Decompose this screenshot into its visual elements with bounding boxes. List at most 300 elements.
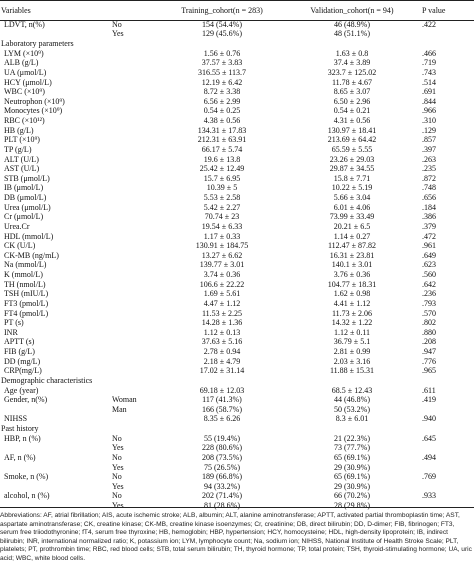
- row-p-value: .656: [422, 193, 436, 203]
- table-row: [0, 78, 474, 88]
- table-row: [0, 30, 474, 40]
- row-training-value: 0.54 ± 0.25: [203, 106, 241, 116]
- row-training-value: 212.31 ± 63.91: [197, 135, 247, 145]
- row-subgroup: [112, 424, 162, 434]
- row-training-value: 189 (66.8%): [202, 472, 242, 482]
- row-variable: DD (mg/L): [4, 356, 41, 366]
- row-validation-value: 20.21 ± 6.5: [333, 222, 371, 231]
- row-training-value: 202 (71.4%): [202, 491, 242, 501]
- row-p-value: .560: [422, 270, 436, 280]
- row-training-value: [162, 376, 282, 386]
- header-variables: Variables: [1, 5, 31, 15]
- row-p-value: .961: [422, 241, 436, 251]
- row-p-value: .419: [422, 395, 436, 405]
- row-variable: PLT (×10⁹): [4, 135, 40, 145]
- row-p-value: .208: [422, 337, 436, 347]
- row-variable: TH (nmol/L): [4, 279, 46, 289]
- row-validation-value: 11.78 ± 4.67: [331, 77, 373, 87]
- row-training-value: 70.74 ± 23: [204, 212, 240, 222]
- row-training-value: 4.47 ± 1.12: [203, 299, 241, 308]
- row-subgroup: [112, 203, 162, 213]
- row-training-value: 19.54 ± 6.33: [201, 222, 243, 231]
- row-variable: Cr (μmol/L): [4, 212, 44, 222]
- row-validation-value: 46 (48.9%): [334, 20, 370, 29]
- row-subgroup: [112, 415, 162, 425]
- row-subgroup: [112, 309, 162, 319]
- row-p-value: [422, 444, 474, 454]
- row-subgroup: [112, 155, 162, 165]
- row-variable: AF, n (%): [4, 453, 36, 462]
- row-p-value: .844: [422, 97, 436, 106]
- row-training-value: [162, 39, 282, 49]
- row-subgroup: [112, 251, 162, 261]
- row-training-value: 17.02 ± 31.14: [199, 366, 245, 376]
- row-variable: AST (U/L): [4, 164, 40, 174]
- row-validation-value: 1.12 ± 0.11: [333, 328, 371, 337]
- row-p-value: .623: [422, 260, 436, 270]
- row-validation-value: 1.14 ± 0.27: [333, 231, 371, 241]
- row-variable: RBC (×10¹²): [4, 116, 45, 126]
- row-validation-value: 44 (46.8%): [334, 395, 370, 405]
- row-p-value: .743: [422, 68, 436, 77]
- row-p-value: [422, 376, 474, 386]
- row-subgroup: [112, 261, 162, 271]
- row-subgroup: [112, 318, 162, 328]
- row-validation-value: 104.77 ± 18.31: [327, 279, 377, 289]
- row-variable: INR: [4, 328, 18, 337]
- row-subgroup: [112, 367, 162, 377]
- row-variable: [0, 405, 112, 415]
- row-subgroup: [112, 126, 162, 136]
- header-p-value: P value: [422, 5, 446, 15]
- row-variable: Gender, n(%): [4, 395, 48, 405]
- row-validation-value: 21 (22.3%): [334, 433, 370, 443]
- row-p-value: .965: [422, 366, 436, 376]
- row-training-value: 166 (58.7%): [202, 405, 242, 414]
- row-subgroup: [112, 386, 162, 396]
- table-row: [0, 357, 474, 367]
- row-p-value: .386: [422, 212, 436, 222]
- row-p-value: [422, 424, 474, 434]
- row-variable: STB (μmol/L): [4, 174, 50, 183]
- row-training-value: 130.91 ± 184.75: [195, 241, 249, 251]
- row-training-value: 2.18 ± 4.79: [203, 356, 241, 366]
- table-row: [0, 444, 474, 454]
- table-row: [0, 405, 474, 415]
- row-subgroup: [112, 338, 162, 348]
- table-row: [0, 126, 474, 136]
- table-row: [0, 39, 474, 49]
- row-validation-value: 29 (30.9%): [334, 482, 370, 491]
- row-validation-value: 50 (53.2%): [334, 405, 370, 414]
- row-p-value: .611: [422, 385, 436, 395]
- table-row: [0, 395, 474, 405]
- footnote: Abbreviations: AF, atrial fibrillation; AIS, acute ischemic stroke; ALB, albumin; ALT, alanine aminotransferase; APTT, activated partial thromboplastin time; AST, aspartate aminotransferase; CK, creatine kinase; CK-MB, creatine kinase isoenzymes; Cr, creatinine; DB, direct bilirubin; DD, D-dimer; FIB, fibrinogen; FT3, serum free triiodothyronine; fT4, serum free thyroxine; HB, hemoglobin; HBP, hypertension; HCY, homocysteine; HDL, high-density lipoprotein; IB, indirect bilirubin; INR, international normalized ratio; K, potassium ion; LYM, lymphocyte count; Na, sodium ion; NIHSS, National Institute of Health Stroke Scale; PLT, platelets; PT, prothrombin time; RBC, red blood cells; STB, total serum bilirubin; TH, thyroid hormone; TP, total protein; TSH, thyroid-stimulating hormone; UA, uric acid; WBC, white blood cells.: [0, 512, 472, 562]
- row-subgroup: Woman: [112, 395, 137, 405]
- table-row: [0, 213, 474, 223]
- row-variable: alcohol, n (%): [4, 491, 50, 501]
- row-variable: Urea.Cr: [4, 222, 30, 231]
- row-variable: Smoke, n (%): [4, 472, 49, 482]
- row-p-value: .857: [422, 135, 436, 145]
- row-p-value: [422, 463, 474, 473]
- row-validation-value: 15.8 ± 7.71: [333, 174, 371, 183]
- table-row: [0, 472, 474, 482]
- table-row: [0, 59, 474, 69]
- row-training-value: 6.56 ± 2.99: [203, 97, 241, 106]
- row-training-value: 106.6 ± 22.22: [199, 279, 245, 289]
- row-training-value: 5.42 ± 2.27: [203, 202, 241, 212]
- row-validation-value: 112.47 ± 87.82: [327, 241, 377, 251]
- row-variable: [0, 444, 112, 454]
- row-subgroup: Yes: [112, 501, 124, 511]
- row-p-value: .642: [422, 279, 436, 289]
- row-subgroup: [112, 222, 162, 232]
- row-validation-value: 6.01 ± 4.06: [333, 202, 371, 212]
- bottom-rule: [0, 507, 474, 508]
- table-row: [0, 68, 474, 78]
- row-training-value: 12.19 ± 6.42: [201, 77, 243, 87]
- row-validation-value: 29 (30.9%): [334, 462, 370, 472]
- row-validation-value: 140.1 ± 3.01: [331, 260, 373, 270]
- table-row: [0, 415, 474, 425]
- table-row: [0, 463, 474, 473]
- row-validation-value: 14.32 ± 1.22: [331, 318, 373, 328]
- table-row: [0, 424, 474, 434]
- row-subgroup: [112, 193, 162, 203]
- row-validation-value: 16.31 ± 23.81: [329, 251, 375, 260]
- row-variable: WBC (×10⁹): [4, 87, 45, 97]
- row-validation-value: 48 (51.1%): [334, 29, 370, 39]
- row-variable: HB (g/L): [4, 125, 34, 135]
- row-training-value: 4.38 ± 0.56: [203, 116, 241, 126]
- row-validation-value: 0.54 ± 0.21: [333, 106, 371, 116]
- table-row: [0, 164, 474, 174]
- row-p-value: .310: [422, 116, 436, 126]
- header-validation: Validation_cohort(n = 94): [310, 5, 394, 15]
- row-validation-value: [282, 424, 422, 434]
- row-validation-value: 11.73 ± 2.06: [331, 308, 373, 318]
- row-p-value: .880: [422, 328, 436, 337]
- row-training-value: 2.78 ± 0.94: [203, 347, 241, 357]
- baseline-table: [0, 1, 474, 511]
- row-variable: CRP(mg/L): [4, 366, 42, 376]
- row-training-value: 66.17 ± 5.74: [201, 145, 243, 154]
- row-training-value: 129 (45.6%): [202, 29, 242, 39]
- table-row: [0, 251, 474, 261]
- row-subgroup: [112, 290, 162, 300]
- row-p-value: .649: [422, 251, 436, 260]
- table-row: [0, 193, 474, 203]
- row-subgroup: No: [112, 491, 122, 501]
- row-variable: HBP, n (%): [4, 433, 41, 443]
- row-training-value: 8.35 ± 6.26: [203, 414, 241, 424]
- row-training-value: 139.77 ± 3.01: [199, 260, 245, 270]
- row-validation-value: 29.87 ± 34.55: [329, 164, 375, 174]
- row-subgroup: [112, 39, 162, 49]
- row-subgroup: [112, 270, 162, 280]
- row-validation-value: 323.7 ± 125.02: [327, 68, 377, 77]
- row-subgroup: [112, 107, 162, 117]
- table-row: [0, 136, 474, 146]
- row-variable: Na (mmol/L): [4, 260, 47, 270]
- row-validation-value: 10.22 ± 5.19: [331, 183, 373, 193]
- table-row: [0, 386, 474, 396]
- row-p-value: .236: [422, 289, 436, 299]
- table-row: [0, 482, 474, 492]
- row-training-value: 15.7 ± 6.95: [203, 174, 241, 183]
- row-p-value: [422, 405, 474, 415]
- row-variable: TP (g/L): [4, 145, 32, 154]
- row-variable: FT4 (pmol/L): [4, 308, 49, 318]
- row-training-value: 134.31 ± 17.83: [197, 125, 247, 135]
- row-p-value: [422, 30, 474, 40]
- row-validation-value: 3.76 ± 0.36: [333, 270, 371, 280]
- row-variable: ALB (g/L): [4, 58, 39, 68]
- row-training-value: 1.12 ± 0.13: [203, 328, 241, 337]
- row-p-value: .397: [422, 145, 436, 154]
- row-validation-value: 8.65 ± 3.07: [333, 87, 371, 97]
- row-p-value: .748: [422, 183, 436, 193]
- row-subgroup: Man: [112, 405, 127, 414]
- row-subgroup: [112, 174, 162, 184]
- row-training-value: 25.42 ± 12.49: [199, 164, 245, 174]
- row-variable: IB (μmol/L): [4, 183, 44, 193]
- row-training-value: 117 (41.3%): [202, 395, 242, 405]
- row-training-value: 8.72 ± 3.38: [203, 87, 241, 97]
- row-training-value: 11.53 ± 2.25: [201, 308, 243, 318]
- row-validation-value: 213.69 ± 64.42: [327, 135, 377, 145]
- row-validation-value: 2.03 ± 3.16: [333, 356, 371, 366]
- table-row: [0, 453, 474, 463]
- row-variable: NIHSS: [4, 414, 28, 424]
- table-row: [0, 492, 474, 502]
- row-validation-value: 68.5 ± 12.43: [331, 385, 373, 395]
- row-variable: CK-MB (ng/mL): [4, 251, 59, 260]
- row-p-value: [422, 39, 474, 49]
- table-row: [0, 232, 474, 242]
- row-p-value: .933: [422, 491, 436, 501]
- table-row: [0, 241, 474, 251]
- row-variable: LYM (×10⁹): [4, 48, 44, 58]
- row-p-value: .379: [422, 222, 436, 231]
- row-training-value: 1.56 ± 0.76: [203, 48, 241, 58]
- table-row: [0, 309, 474, 319]
- row-training-value: 75 (26.5%): [204, 462, 240, 472]
- row-training-value: 3.74 ± 0.36: [203, 270, 241, 280]
- row-training-value: 208 (73.5%): [202, 453, 242, 462]
- table-row: [0, 20, 474, 30]
- table-row: [0, 270, 474, 280]
- row-training-value: 154 (54.4%): [202, 20, 242, 29]
- row-subgroup: [112, 280, 162, 290]
- row-validation-value: 5.66 ± 3.04: [333, 193, 371, 203]
- table-row: [0, 97, 474, 107]
- row-validation-value: 73 (77.7%): [334, 443, 370, 453]
- row-subgroup: [112, 59, 162, 69]
- table-row: [0, 261, 474, 271]
- row-variable: Urea (μmol/L): [4, 202, 51, 212]
- row-validation-value: [282, 376, 422, 386]
- row-p-value: .776: [422, 356, 436, 366]
- row-training-value: 316.55 ± 113.7: [197, 68, 247, 77]
- row-training-value: 94 (33.2%): [204, 482, 240, 491]
- row-subgroup: Yes: [112, 443, 124, 453]
- row-subgroup: [112, 241, 162, 251]
- row-validation-value: 73.99 ± 33.49: [329, 212, 375, 222]
- row-p-value: .947: [422, 347, 436, 357]
- row-variable: Age (year): [4, 385, 39, 395]
- row-validation-value: 1.62 ± 0.98: [333, 289, 371, 299]
- row-training-value: [162, 424, 282, 434]
- row-validation-value: 130.97 ± 18.41: [327, 125, 377, 135]
- row-validation-value: 65.59 ± 5.55: [331, 145, 373, 154]
- table-row: [0, 174, 474, 184]
- row-subgroup: Yes: [112, 482, 124, 491]
- row-subgroup: [112, 145, 162, 155]
- row-validation-value: 1.63 ± 0.8: [335, 48, 369, 58]
- row-variable: HCY (μmol/L): [4, 77, 52, 87]
- row-p-value: .263: [422, 154, 436, 164]
- table-row: [0, 338, 474, 348]
- row-subgroup: [112, 232, 162, 242]
- row-variable: K (mmol/L): [4, 270, 43, 280]
- row-training-value: 37.57 ± 3.83: [201, 58, 243, 68]
- row-subgroup: [112, 116, 162, 126]
- table-row: [0, 116, 474, 126]
- row-training-value: 13.27 ± 6.62: [201, 251, 243, 260]
- row-subgroup: [112, 49, 162, 59]
- row-validation-value: 11.88 ± 15.31: [329, 366, 375, 376]
- table-row: [0, 299, 474, 309]
- row-validation-value: [282, 39, 422, 49]
- row-subgroup: [112, 68, 162, 78]
- table-row: [0, 367, 474, 377]
- row-subgroup: [112, 164, 162, 174]
- table-row: [0, 107, 474, 117]
- row-training-value: 69.18 ± 12.03: [199, 385, 245, 395]
- row-variable: Past history: [1, 424, 39, 434]
- row-training-value: 55 (19.4%): [204, 433, 240, 443]
- row-p-value: .422: [422, 20, 436, 29]
- row-subgroup: [112, 136, 162, 146]
- row-variable: HDL (mmol/L): [4, 231, 54, 241]
- row-variable: PT (s): [4, 318, 24, 328]
- row-p-value: [422, 482, 474, 492]
- row-subgroup: [112, 78, 162, 88]
- row-subgroup: No: [112, 453, 122, 462]
- row-validation-value: 8.3 ± 6.01: [335, 414, 369, 424]
- row-variable: FIB (g/L): [4, 347, 35, 357]
- row-validation-value: 4.31 ± 0.56: [333, 116, 371, 126]
- row-validation-value: 36.79 ± 5.1: [333, 337, 371, 347]
- row-variable: [0, 30, 112, 40]
- row-training-value: 37.63 ± 5.16: [201, 337, 243, 347]
- row-p-value: .802: [422, 318, 436, 328]
- row-training-value: 10.39 ± 5: [206, 183, 238, 193]
- row-variable: UA (μmol/L): [4, 68, 47, 77]
- header-subgroup: [112, 1, 162, 20]
- row-subgroup: [112, 87, 162, 97]
- row-training-value: 81 (28.6%): [204, 501, 240, 511]
- row-subgroup: [112, 97, 162, 107]
- table-row: [0, 203, 474, 213]
- row-validation-value: 6.50 ± 2.96: [333, 97, 371, 106]
- row-validation-value: 4.41 ± 1.12: [333, 299, 371, 308]
- table-row: [0, 318, 474, 328]
- row-p-value: .940: [422, 414, 436, 424]
- row-training-value: 14.28 ± 1.36: [201, 318, 243, 328]
- row-training-value: 19.6 ± 13.8: [203, 154, 241, 164]
- row-p-value: .872: [422, 174, 436, 183]
- row-validation-value: 28 (29.8%): [334, 501, 370, 511]
- table-row: [0, 49, 474, 59]
- row-subgroup: [112, 376, 162, 386]
- table-row: [0, 184, 474, 194]
- table-row: [0, 376, 474, 386]
- row-training-value: 5.53 ± 2.58: [203, 193, 241, 203]
- row-p-value: .184: [422, 202, 436, 212]
- row-subgroup: [112, 184, 162, 194]
- row-subgroup: No: [112, 433, 122, 443]
- row-training-value: 228 (80.6%): [202, 443, 242, 453]
- row-training-value: 1.69 ± 5.61: [203, 289, 241, 299]
- row-validation-value: 65 (69.1%): [334, 453, 370, 462]
- row-variable: Neutrophon (×10⁹): [4, 97, 65, 106]
- row-subgroup: [112, 213, 162, 223]
- row-p-value: .235: [422, 164, 436, 174]
- row-variable: FT3 (pmol/L): [4, 299, 49, 308]
- row-p-value: .719: [422, 58, 436, 68]
- table-row: [0, 290, 474, 300]
- row-subgroup: [112, 328, 162, 338]
- row-variable: Laboratory parameters: [1, 39, 74, 49]
- table-row: [0, 222, 474, 232]
- header-row: [0, 1, 474, 20]
- row-validation-value: 2.81 ± 0.99: [333, 347, 371, 357]
- row-p-value: .570: [422, 308, 436, 318]
- table-row: [0, 434, 474, 444]
- row-validation-value: 66 (70.2%): [334, 491, 370, 501]
- row-p-value: .793: [422, 299, 436, 308]
- row-subgroup: [112, 357, 162, 367]
- row-subgroup: Yes: [112, 29, 124, 39]
- row-p-value: .691: [422, 87, 436, 97]
- row-p-value: .494: [422, 453, 436, 462]
- row-subgroup: No: [112, 472, 122, 482]
- table-row: [0, 280, 474, 290]
- table-row: [0, 145, 474, 155]
- row-validation-value: 65 (69.1%): [334, 472, 370, 482]
- table-row: [0, 87, 474, 97]
- table-row: [0, 347, 474, 357]
- row-variable: Demographic characteristics: [1, 376, 93, 385]
- row-variable: ALT (U/L): [4, 154, 39, 164]
- row-variable: DB (μmol/L): [4, 193, 47, 203]
- row-subgroup: No: [112, 20, 122, 29]
- table-row: [0, 328, 474, 338]
- row-variable: APTT (s): [4, 337, 35, 347]
- row-subgroup: Yes: [112, 462, 124, 472]
- row-p-value: .472: [422, 231, 436, 241]
- row-p-value: .769: [422, 472, 436, 482]
- row-p-value: .966: [422, 106, 436, 116]
- row-variable: [0, 482, 112, 492]
- row-p-value: .129: [422, 125, 436, 135]
- row-p-value: .466: [422, 48, 436, 58]
- row-p-value: .514: [422, 77, 436, 87]
- row-variable: TSH (mIU/L): [4, 289, 49, 299]
